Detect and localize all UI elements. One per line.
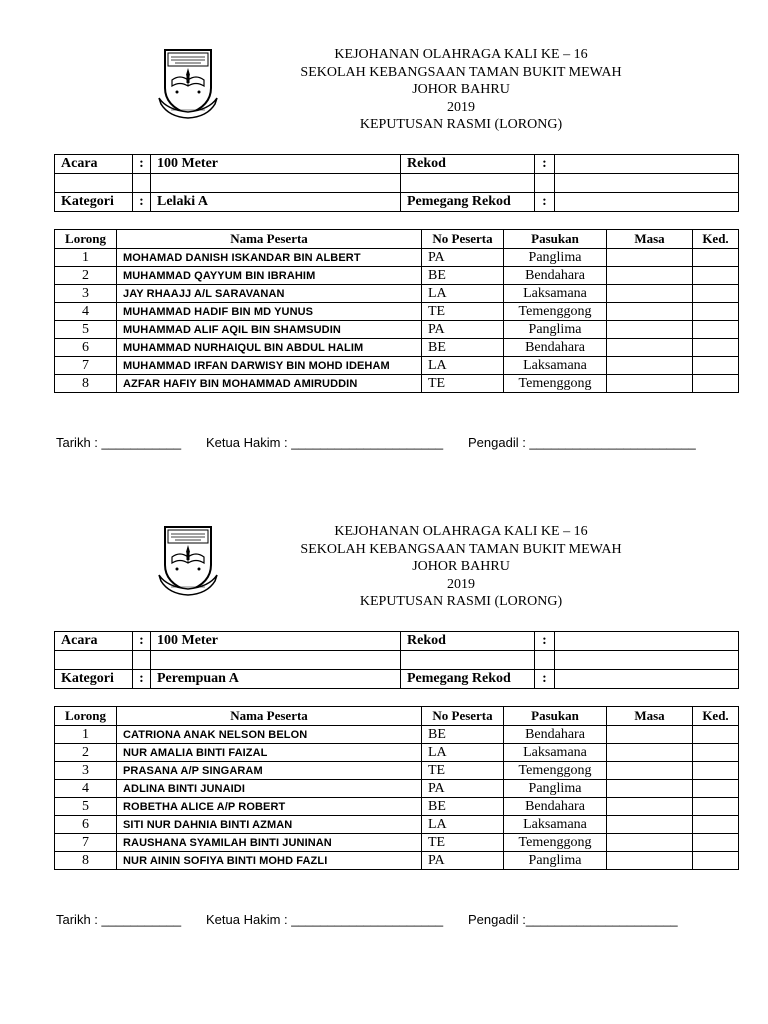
team-name: Panglima xyxy=(504,780,607,798)
masa-cell[interactable] xyxy=(607,798,693,816)
kategori-value: Perempuan A xyxy=(151,670,401,689)
kedudukan-cell[interactable] xyxy=(693,357,739,375)
kedudukan-cell[interactable] xyxy=(693,762,739,780)
school-name: SEKOLAH KEBANGSAAN TAMAN BUKIT MEWAH xyxy=(300,541,622,557)
participant-number: BE xyxy=(422,267,504,285)
table-row xyxy=(55,375,739,393)
kedudukan-cell[interactable] xyxy=(693,375,739,393)
year: 2019 xyxy=(447,576,475,592)
team-name: Laksamana xyxy=(504,357,607,375)
kedudukan-cell[interactable] xyxy=(693,798,739,816)
acara-row xyxy=(55,632,739,651)
masa-cell[interactable] xyxy=(607,339,693,357)
sheet-header xyxy=(236,523,686,611)
acara-row xyxy=(55,155,739,174)
participants-header-row xyxy=(55,230,739,249)
school-name: SEKOLAH KEBANGSAAN TAMAN BUKIT MEWAH xyxy=(300,64,622,80)
participant-name: SITI NUR DAHNIA BINTI AZMAN xyxy=(117,816,422,834)
masa-cell[interactable] xyxy=(607,816,693,834)
kedudukan-cell[interactable] xyxy=(693,816,739,834)
blank-row xyxy=(55,174,739,193)
team-name: Bendahara xyxy=(504,726,607,744)
event-info-table xyxy=(54,154,739,212)
participants-header-row xyxy=(55,707,739,726)
team-name: Temenggong xyxy=(504,834,607,852)
column-header: Pasukan xyxy=(504,230,607,249)
table-row xyxy=(55,357,739,375)
sheet-subtitle: KEPUTUSAN RASMI (LORONG) xyxy=(359,594,563,609)
lane-number: 3 xyxy=(55,285,117,303)
kedudukan-cell[interactable] xyxy=(693,834,739,852)
team-name: Temenggong xyxy=(504,762,607,780)
table-row xyxy=(55,798,739,816)
team-name: Bendahara xyxy=(504,339,607,357)
table-row xyxy=(55,762,739,780)
participant-number: TE xyxy=(422,834,504,852)
lane-number: 5 xyxy=(55,798,117,816)
team-name: Temenggong xyxy=(504,303,607,321)
colon: : xyxy=(535,632,555,651)
column-header: No Peserta xyxy=(422,230,504,249)
participant-number: PA xyxy=(422,852,504,870)
participants-table xyxy=(54,229,739,393)
lane-number: 2 xyxy=(55,744,117,762)
lane-number: 2 xyxy=(55,267,117,285)
column-header: Nama Peserta xyxy=(117,707,422,726)
kedudukan-cell[interactable] xyxy=(693,852,739,870)
participant-name: ROBETHA ALICE A/P ROBERT xyxy=(117,798,422,816)
participant-name: RAUSHANA SYAMILAH BINTI JUNINAN xyxy=(117,834,422,852)
masa-cell[interactable] xyxy=(607,285,693,303)
participant-number: BE xyxy=(422,726,504,744)
masa-cell[interactable] xyxy=(607,834,693,852)
masa-cell[interactable] xyxy=(607,357,693,375)
kedudukan-cell[interactable] xyxy=(693,249,739,267)
participant-name: AZFAR HAFIY BIN MOHAMMAD AMIRUDDIN xyxy=(117,375,422,393)
pemegang-rekod-value xyxy=(555,670,739,689)
table-row xyxy=(55,726,739,744)
lane-number: 4 xyxy=(55,303,117,321)
rekod-label: Rekod xyxy=(401,632,535,651)
kategori-row xyxy=(55,193,739,212)
team-name: Temenggong xyxy=(504,375,607,393)
lane-number: 3 xyxy=(55,762,117,780)
participant-number: LA xyxy=(422,744,504,762)
kategori-label: Kategori xyxy=(55,193,133,212)
participant-name: MUHAMMAD HADIF BIN MD YUNUS xyxy=(117,303,422,321)
kedudukan-cell[interactable] xyxy=(693,321,739,339)
participant-name: MUHAMMAD QAYYUM BIN IBRAHIM xyxy=(117,267,422,285)
participant-name: MUHAMMAD NURHAIQUL BIN ABDUL HALIM xyxy=(117,339,422,357)
table-row xyxy=(55,339,739,357)
ketua-hakim-field[interactable]: Ketua Hakim : _____________________ xyxy=(206,435,444,450)
column-header: Masa xyxy=(607,707,693,726)
event-info-table xyxy=(54,631,739,689)
pemegang-rekod-label: Pemegang Rekod xyxy=(401,670,535,689)
participant-number: PA xyxy=(422,249,504,267)
kedudukan-cell[interactable] xyxy=(693,267,739,285)
participants-table xyxy=(54,706,739,870)
column-header: Lorong xyxy=(55,707,117,726)
sheet-subtitle: KEPUTUSAN RASMI (LORONG) xyxy=(359,117,563,132)
team-name: Panglima xyxy=(504,249,607,267)
masa-cell[interactable] xyxy=(607,267,693,285)
kedudukan-cell[interactable] xyxy=(693,303,739,321)
colon: : xyxy=(535,193,555,212)
team-name: Laksamana xyxy=(504,816,607,834)
column-header: Lorong xyxy=(55,230,117,249)
colon: : xyxy=(133,193,151,212)
masa-cell[interactable] xyxy=(607,744,693,762)
pemegang-rekod-label: Pemegang Rekod xyxy=(401,193,535,212)
pengadil-field[interactable]: Pengadil :_____________________ xyxy=(468,912,678,927)
colon: : xyxy=(535,670,555,689)
kedudukan-cell[interactable] xyxy=(693,744,739,762)
masa-cell[interactable] xyxy=(607,303,693,321)
year: 2019 xyxy=(447,99,475,115)
colon: : xyxy=(133,632,151,651)
blank-row xyxy=(55,651,739,670)
column-header: Nama Peserta xyxy=(117,230,422,249)
masa-cell[interactable] xyxy=(607,249,693,267)
team-name: Bendahara xyxy=(504,267,607,285)
table-row xyxy=(55,249,739,267)
participant-name: ADLINA BINTI JUNAIDI xyxy=(117,780,422,798)
participant-number: LA xyxy=(422,357,504,375)
participant-number: BE xyxy=(422,798,504,816)
kategori-value: Lelaki A xyxy=(151,193,401,212)
masa-cell[interactable] xyxy=(607,762,693,780)
participant-name: MOHAMAD DANISH ISKANDAR BIN ALBERT xyxy=(117,249,422,267)
kategori-label: Kategori xyxy=(55,670,133,689)
participant-number: TE xyxy=(422,762,504,780)
school-crest-icon xyxy=(157,525,219,597)
column-header: Masa xyxy=(607,230,693,249)
rekod-label: Rekod xyxy=(401,155,535,174)
participant-number: TE xyxy=(422,375,504,393)
kedudukan-cell[interactable] xyxy=(693,285,739,303)
team-name: Laksamana xyxy=(504,744,607,762)
participant-number: BE xyxy=(422,339,504,357)
colon: : xyxy=(133,670,151,689)
kedudukan-cell[interactable] xyxy=(693,780,739,798)
rekod-value xyxy=(555,155,739,174)
masa-cell[interactable] xyxy=(607,852,693,870)
participant-name: NUR AMALIA BINTI FAIZAL xyxy=(117,744,422,762)
lane-number: 1 xyxy=(55,249,117,267)
team-name: Bendahara xyxy=(504,798,607,816)
ketua-hakim-field[interactable]: Ketua Hakim : _____________________ xyxy=(206,912,444,927)
participant-number: PA xyxy=(422,780,504,798)
table-row xyxy=(55,834,739,852)
school-location: JOHOR BAHRU xyxy=(412,559,510,574)
lane-number: 8 xyxy=(55,375,117,393)
masa-cell[interactable] xyxy=(607,726,693,744)
participant-name: CATRIONA ANAK NELSON BELON xyxy=(117,726,422,744)
school-crest-icon xyxy=(157,48,219,120)
masa-cell[interactable] xyxy=(607,375,693,393)
tarikh-field[interactable]: Tarikh : ___________ xyxy=(56,912,182,927)
participant-number: TE xyxy=(422,303,504,321)
table-row xyxy=(55,780,739,798)
masa-cell[interactable] xyxy=(607,780,693,798)
table-row xyxy=(55,285,739,303)
masa-cell[interactable] xyxy=(607,321,693,339)
table-row xyxy=(55,303,739,321)
table-row xyxy=(55,852,739,870)
team-name: Laksamana xyxy=(504,285,607,303)
sheet-header xyxy=(236,46,686,134)
event-title: KEJOHANAN OLAHRAGA KALI KE – 16 xyxy=(334,524,588,539)
column-header: Ked. xyxy=(693,230,739,249)
kedudukan-cell[interactable] xyxy=(693,339,739,357)
rekod-value xyxy=(555,632,739,651)
participant-name: MUHAMMAD ALIF AQIL BIN SHAMSUDIN xyxy=(117,321,422,339)
lane-number: 8 xyxy=(55,852,117,870)
school-location: JOHOR BAHRU xyxy=(412,82,510,97)
table-row xyxy=(55,267,739,285)
lane-number: 7 xyxy=(55,357,117,375)
acara-label: Acara xyxy=(55,632,133,651)
pemegang-rekod-value xyxy=(555,193,739,212)
participant-name: JAY RHAAJJ A/L SARAVANAN xyxy=(117,285,422,303)
lane-number: 6 xyxy=(55,816,117,834)
kategori-row xyxy=(55,670,739,689)
team-name: Panglima xyxy=(504,852,607,870)
pengadil-field[interactable]: Pengadil : _______________________ xyxy=(468,435,696,450)
table-row xyxy=(55,321,739,339)
participant-name: NUR AININ SOFIYA BINTI MOHD FAZLI xyxy=(117,852,422,870)
lane-number: 4 xyxy=(55,780,117,798)
team-name: Panglima xyxy=(504,321,607,339)
lane-number: 7 xyxy=(55,834,117,852)
participant-name: MUHAMMAD IRFAN DARWISY BIN MOHD IDEHAM xyxy=(117,357,422,375)
lane-number: 1 xyxy=(55,726,117,744)
acara-value: 100 Meter xyxy=(151,632,401,651)
acara-value: 100 Meter xyxy=(151,155,401,174)
colon: : xyxy=(133,155,151,174)
colon: : xyxy=(535,155,555,174)
lane-number: 5 xyxy=(55,321,117,339)
lane-number: 6 xyxy=(55,339,117,357)
column-header: Ked. xyxy=(693,707,739,726)
table-row xyxy=(55,744,739,762)
participant-number: PA xyxy=(422,321,504,339)
acara-label: Acara xyxy=(55,155,133,174)
table-row xyxy=(55,816,739,834)
tarikh-field[interactable]: Tarikh : ___________ xyxy=(56,435,182,450)
participant-number: LA xyxy=(422,285,504,303)
column-header: Pasukan xyxy=(504,707,607,726)
kedudukan-cell[interactable] xyxy=(693,726,739,744)
participant-name: PRASANA A/P SINGARAM xyxy=(117,762,422,780)
column-header: No Peserta xyxy=(422,707,504,726)
event-title: KEJOHANAN OLAHRAGA KALI KE – 16 xyxy=(334,47,588,62)
participant-number: LA xyxy=(422,816,504,834)
